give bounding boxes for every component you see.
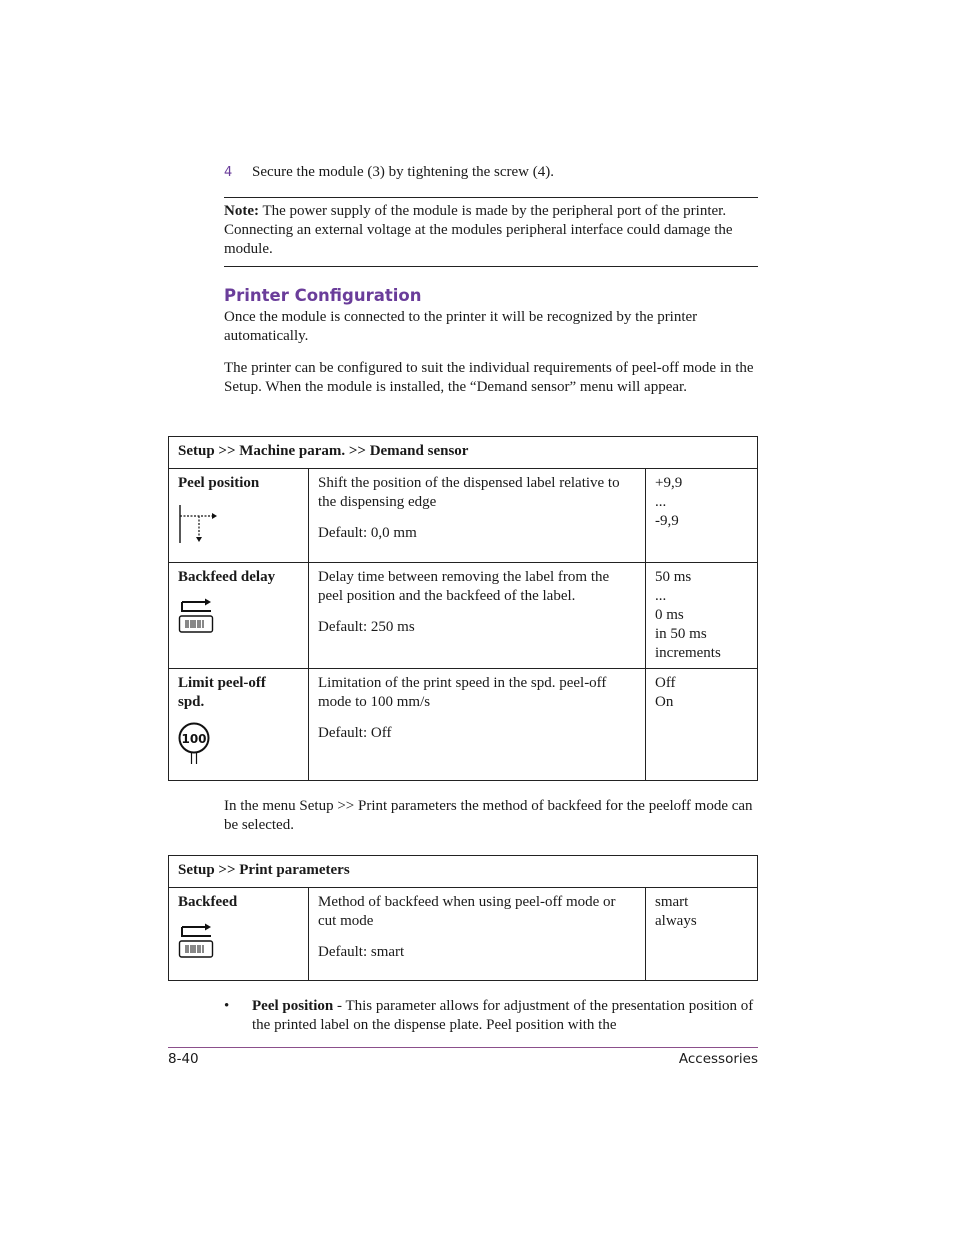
note-text: The power supply of the module is made by the peripheral port of the printer. Connecting an external voltage at the modules peripheral interface could damage the module.	[224, 203, 733, 257]
param-description: Delay time between removing the label from the peel position and the backfeed of the label.	[318, 569, 610, 604]
value-item: +9,9	[655, 475, 683, 491]
intro-paragraph-1: Once the module is connected to the printer it will be recognized by the printer automatically.	[224, 309, 698, 344]
param-default: Default: smart	[318, 944, 405, 960]
table-header: Setup >> Print parameters	[169, 856, 758, 888]
param-name: Backfeed	[178, 894, 238, 910]
param-description: Shift the position of the dispensed label relative to the dispensing edge	[318, 475, 620, 510]
bullet-symbol: •	[224, 998, 230, 1014]
speed-limit-100-icon	[178, 722, 212, 766]
chapter-name: Accessories	[678, 1051, 758, 1067]
param-name: Backfeed delay	[178, 569, 276, 585]
param-default: Default: 0,0 mm	[318, 525, 417, 541]
peel-position-icon	[178, 503, 218, 545]
note-label: Note:	[224, 203, 259, 219]
page-number: 8-40	[168, 1051, 199, 1067]
values-cell	[646, 469, 758, 563]
value-item: Off	[655, 675, 676, 691]
note-block	[224, 202, 758, 259]
svg-text:100: 100	[181, 732, 207, 746]
value-item: smart	[655, 894, 689, 910]
value-item: increments	[655, 645, 721, 661]
table-header: Setup >> Machine param. >> Demand sensor	[169, 437, 758, 469]
backfeed-icon	[178, 922, 216, 962]
param-default: Default: 250 ms	[318, 619, 415, 635]
param-default: Default: Off	[318, 725, 392, 741]
param-cell	[169, 469, 309, 563]
values-cell	[646, 563, 758, 669]
bullet-text-block	[252, 997, 757, 1035]
between-paragraph: In the menu Setup >> Print parameters the method of backfeed for the peeloff mode can be selected.	[224, 798, 753, 833]
note-top-rule	[224, 197, 758, 198]
bullet-description: - This parameter allows for adjustment of the presentation position of the printed label on the dispense plate. Peel position with the	[252, 998, 754, 1033]
description-cell	[309, 563, 646, 669]
value-item: always	[655, 913, 697, 929]
description-cell	[309, 888, 646, 981]
param-name: Limit peel-off	[178, 675, 266, 691]
values-cell	[646, 888, 758, 981]
table-row	[169, 469, 758, 563]
demand-sensor-table	[168, 436, 758, 781]
table-row	[169, 563, 758, 669]
step-number: 4	[224, 165, 233, 180]
param-cell	[169, 888, 309, 981]
value-item: ...	[655, 494, 667, 510]
footer-rule	[168, 1047, 758, 1048]
note-bottom-rule	[224, 266, 758, 267]
value-item: 0 ms	[655, 607, 684, 623]
param-name: Peel position	[178, 475, 260, 491]
print-parameters-table	[168, 855, 758, 981]
table-row	[169, 669, 758, 781]
table-row	[169, 888, 758, 981]
param-description: Limitation of the print speed in the spd. peel-off mode to 100 mm/s	[318, 675, 607, 710]
param-cell	[169, 563, 309, 669]
description-cell	[309, 469, 646, 563]
value-item: -9,9	[655, 513, 679, 529]
step-text: Secure the module (3) by tightening the screw (4).	[252, 164, 554, 180]
backfeed-icon	[178, 597, 216, 637]
param-description: Method of backfeed when using peel-off mode or cut mode	[318, 894, 616, 929]
param-cell	[169, 669, 309, 781]
value-item: ...	[655, 588, 667, 604]
value-item: in 50 ms	[655, 626, 707, 642]
param-name: spd.	[178, 694, 205, 710]
description-cell	[309, 669, 646, 781]
values-cell	[646, 669, 758, 781]
intro-paragraph-2: The printer can be configured to suit the individual requirements of peel-off mode in the Setup. When the module is installed, the “Demand sensor” menu will appear.	[224, 360, 754, 395]
value-item: 50 ms	[655, 569, 692, 585]
value-item: On	[655, 694, 674, 710]
bullet-term: Peel position	[252, 998, 334, 1014]
section-heading: Printer Configuration	[224, 286, 422, 305]
